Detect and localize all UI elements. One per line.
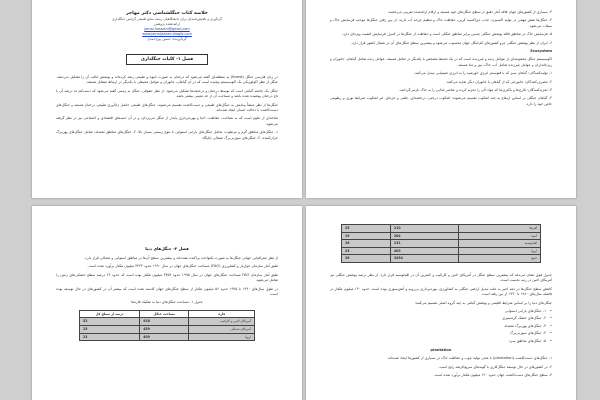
- term-ecosystem: Ecosystem: [530, 49, 552, 54]
- paragraph: ۴- جنگل‌ها نقش مهمی در تولید اکسیژن، جذب دی‌اکسید کربن، حفاظت خاک و تنظیم چرخه آب دارند. از بین رفتن جنگل‌ها موجب فرسایش خاک و سیلاب می‌شود.: [330, 18, 552, 28]
- table-cell: 19: [342, 232, 391, 240]
- table-cell: 25: [80, 326, 140, 334]
- document-subtitle: گردآوری و تلخیص‌نامه‌ای برای دانشگاهیان رشته منابع طبیعی گرایش جنگلداری: [112, 17, 222, 21]
- paragraph: از نظر جغرافیایی جهانی جنگل‌ها به صورت یکنواخت پراکنده نشده‌اند و بیشترین سطح آن‌ها در مناطق استوایی و شمالی قرار دارد.: [84, 256, 278, 260]
- table-cell: جمع: [458, 255, 540, 263]
- table-cell: 928: [140, 318, 189, 326]
- table-row: [80, 318, 255, 326]
- table-row: [80, 326, 255, 334]
- paragraph: ۶- ایران از نظر پوشش جنگلی جزو کشورهای کم‌جنگل جهان محسوب می‌شود و بیشترین سطح جنگل‌های آن در شمال کشور قرار دارد.: [350, 40, 552, 45]
- forest-types-list: [330, 309, 552, 344]
- forest-area-table-continued: [341, 224, 541, 263]
- table-row: [80, 333, 255, 341]
- document-title: خلاصه کتاب جنگلشناسی دکتر مهاجر: [125, 11, 208, 16]
- table-cell: اروپا: [458, 247, 540, 255]
- forest-area-table: [79, 310, 255, 341]
- document-page-2: [306, 0, 576, 198]
- list-item: • ۵- جنگل‌های مناطق سرد: [330, 339, 552, 344]
- table-cell: 284: [390, 232, 458, 240]
- table-cell: 23: [342, 247, 391, 255]
- document-page-3: [32, 206, 302, 400]
- section-title: فصل ۲- جنگل‌های دنیا: [145, 246, 189, 251]
- paragraph: کاهش سطح جنگل‌ها در دهه اخیر به علت تبدیل اراضی جنگلی به کشاورزی، بهره‌برداری بی‌رویه و آتش‌سوزی بوده است. حدود ۱۳۰ میلیون هکتار در فاصله سال‌های ۱۹۸۰ تا ۱۹۹۰ از بین رفته است.: [330, 286, 552, 297]
- paragraph: ۳- سطح جنگل‌های دست‌کاشت جهان حدود ۱۲۰ میلیون هکتار برآورد شده است.: [433, 373, 552, 378]
- table-cell: 210: [390, 225, 458, 233]
- table-cell: 26: [342, 255, 391, 263]
- paragraph: ۱- تولیدکنندگان: گیاهان سبز که با فتوسنتز انرژی خورشید را به انرژی شیمیایی تبدیل می‌کنند.: [413, 71, 552, 76]
- document-subtitle-secondary: ارائه‌دهنده پژوهش: [154, 22, 180, 26]
- website-link[interactable]: www.jamaljahsen.blogfa.com: [142, 32, 192, 36]
- paragraph: ۲- در کشورهای در حال توسعه جنگل‌کاری با گونه‌های سریع‌الرشد رایج است.: [438, 364, 552, 369]
- list-item: • ۴- جنگل‌های سوزنی‌برگ: [330, 331, 552, 336]
- paragraph-with-term: [330, 49, 552, 54]
- paragraph: ۴- گیاهان جنگلی بر اساس ارتفاع به چند اشکوب تقسیم می‌شوند: اشکوب درختی، درختچه‌ای، علفی و خزه‌ای. هر اشکوب شرایط نوری و رطوبتی خاص خود را دارد.: [330, 96, 552, 106]
- paragraph: ۳- بسیاری از کشورهای جهان فاقد آمار دقیق از سطح جنگل‌های خود هستند و ارقام ارائه‌شده تقریبی می‌باشند.: [387, 10, 552, 14]
- paragraph: جنگل‌های دنیا را بر اساس شرایط اقلیمی و پوشش گیاهی به چند گروه اصلی تقسیم می‌کنند:: [414, 300, 552, 305]
- document-authors: گردآورنده: حسین پوراحمدی: [147, 37, 187, 41]
- term-plantation: plantation: [430, 348, 452, 353]
- paragraph: ۱- جنگل‌های مناطق گرم و مرطوب: شامل جنگل‌های بارانی استوایی با تنوع زیستی بسیار بالا. ۲- جنگل‌های مناطق معتدله: شامل جنگل‌های پهن‌برگ خزان‌کننده. ۳- جنگل‌های سوزنی‌برگ شمالی (تایگا).: [56, 130, 279, 140]
- list-item: • ۱- جنگل‌های بارانی استوایی: [330, 309, 552, 314]
- paragraph: شاخه‌ای از علوم است که به شناخت، حفاظت، احیا و بهره‌برداری پایدار از جنگل می‌پردازد و در آن جنبه‌های اقتصادی و اجتماعی نیز در نظر گرفته می‌شود.: [56, 116, 278, 126]
- table-cell: آمریکای لاتین و کارائیب: [189, 318, 255, 326]
- table-row: [342, 232, 541, 240]
- table-cell: آسیا: [458, 232, 540, 240]
- paragraph: جنگل‌ها از نظر منشأ پیدایش به جنگل‌های طبیعی و دست‌کاشت تقسیم می‌شوند. جنگل‌های طبیعی حاصل زادآوری طبیعی درختان هستند و جنگل‌های دست‌کاشت با دخالت انسان ایجاد شده‌اند.: [56, 102, 278, 113]
- table-cell: آفریقا: [458, 225, 540, 233]
- table-header-cell: درصد از سطح کل: [80, 310, 140, 318]
- paragraph: در زبان فارسی جنگل (forest) به منطقه‌ای گفته می‌شود که درختان به صورت انبوه و طبیعی رشد کرده‌اند و پوشش غالب آن را تشکیل می‌دهند. جنگل از نظر اکولوژیکی یک اکوسیستم پیچیده است که در آن گیاهان، جانوران و عوامل محیطی با یکدیگر در ارتباط متقابل هستند.: [56, 75, 278, 85]
- paragraph: ۱- جنگل‌های دست‌کاشت (plantation) با هدف تولید چوب و حفاظت خاک در بسیاری از کشورها ایجاد شده‌اند.: [387, 356, 552, 361]
- table-cell: 409: [140, 333, 189, 341]
- paragraph: اکوسیستم جنگل مجموعه‌ای از عوامل زنده و غیرزنده است که در یک محیط مشخص با یکدیگر در تعامل هستند. عوامل زنده شامل گیاهان، جانوران و ریزجانداران و عوامل غیرزنده شامل آب، خاک، نور و دما هستند.: [330, 57, 552, 67]
- table-row: [342, 240, 541, 248]
- paragraph: جدول فوق نشان می‌دهد که بیشترین سطح جنگل در آمریکای لاتین و کارائیب و کمترین آن در اقیانوسیه قرار دارد. از نظر درصد پوشش جنگلی نیز آمریکای لاتین در رتبه نخست است.: [330, 272, 552, 283]
- list-item: • ۲- جنگل‌های خشک گرمسیری: [330, 316, 552, 321]
- table-row: [342, 247, 541, 255]
- table-header-row: [80, 310, 255, 318]
- table-row: [342, 255, 541, 263]
- table-cell: 131: [390, 240, 458, 248]
- list-item: • ۳- جنگل‌های پهن‌برگ معتدله: [330, 324, 552, 329]
- table-cell: 409: [390, 247, 458, 255]
- email-link[interactable]: jamal.hosseini@gmail.com: [144, 27, 190, 31]
- paragraph: طبق آمار سازمان خواربار و کشاورزی (FAO) مساحت جنگل‌های جهان در سال ۱۹۹۰ حدود ۳۴۴۲ میلیون هکتار برآورد شده است.: [87, 264, 278, 269]
- paragraph: ۳- تجزیه‌کنندگان: قارچ‌ها و باکتری‌ها که مواد آلی را تجزیه کرده و عناصر غذایی را به خاک بازمی‌گردانند.: [398, 88, 552, 93]
- document-page-4: [306, 206, 576, 400]
- table-cell: آمریکای شمالی: [189, 326, 255, 334]
- table-caption: جدول ۱- مساحت جنگل‌های دنیا به تفکیک قاره‌ها: [131, 300, 203, 305]
- table-cell: 52: [80, 318, 140, 326]
- table-cell: 23: [80, 333, 140, 341]
- table-cell: 459: [140, 326, 189, 334]
- table-cell: 18: [342, 240, 391, 248]
- paragraph-with-term: [330, 348, 552, 353]
- table-cell: اروپا: [189, 333, 255, 341]
- paragraph: طبق آمار سازمان FAO مساحت جنگل‌های جهان در سال ۱۹۹۵ حدود ۳۴۵۴ میلیون هکتار بوده است که حدود ۲۶ درصد سطح خشکی‌های زمین را شامل می‌شود.: [56, 272, 279, 283]
- paragraph: ۵- فرسایش خاک در مناطق فاقد پوشش جنگلی چندین برابر مناطق جنگلی است و حفاظت از جنگل‌ها در کنترل فرسایش اهمیت ویژه‌ای دارد.: [341, 32, 552, 37]
- paragraph: ۲- مصرف‌کنندگان: جانورانی که از گیاهان یا جانوران دیگر تغذیه می‌کنند.: [445, 79, 552, 84]
- paragraph: در طول سال‌های ۱۹۹۰ تا ۱۹۹۵ حدود ۵۶ میلیون هکتار از سطح جنگل‌های جهان کاسته شده است که بیشتر آن در کشورهای در حال توسعه بوده است.: [56, 286, 278, 297]
- table-header-cell: مساحت جنگل: [140, 310, 189, 318]
- document-page-1: [32, 0, 302, 198]
- chapter-title-box: فصل ۱- کلیات جنگلداری: [126, 54, 208, 65]
- table-cell: 25: [342, 225, 391, 233]
- table-header-cell: قاره: [189, 310, 255, 318]
- table-row: [342, 225, 541, 233]
- table-cell: 3454: [390, 255, 458, 263]
- table-cell: اقیانوسیه: [458, 240, 540, 248]
- paragraph: جنگل یک جامعه گیاهی است که توسط درختان و درختچه‌ها تشکیل می‌شود. از نظر حقوقی، جنگل به زمینی گفته می‌شود که دست‌کم ده درصد آن با تاج درختان پوشیده شده باشد و مساحت آن از حد معینی بیشتر باشد.: [56, 88, 278, 99]
